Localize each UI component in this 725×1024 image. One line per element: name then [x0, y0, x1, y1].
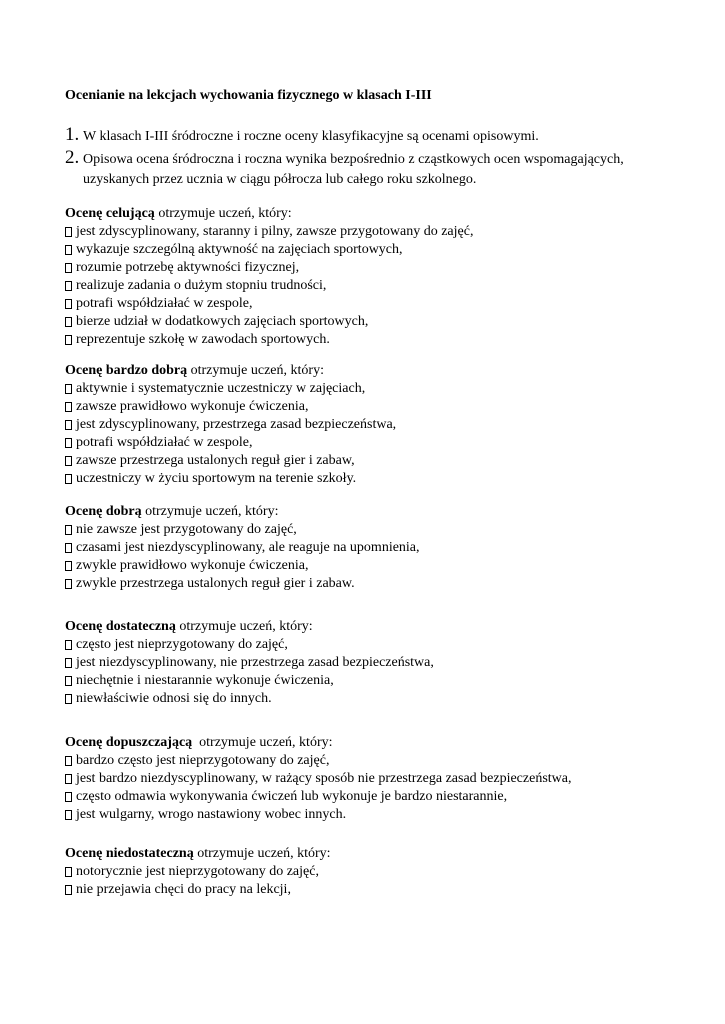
heading-suffix: otrzymuje uczeń, który: — [175, 619, 313, 634]
list-item-text: zwykle prawidłowo wykonuje ćwiczenia, — [76, 558, 309, 573]
bullet-box-icon — [65, 579, 72, 589]
section-heading — [65, 734, 705, 752]
heading-suffix: otrzymuje uczeń, który: — [154, 206, 292, 221]
list-item-text: jest bardzo niezdyscyplinowany, w rażący sposób nie przestrzega zasad bezpieczeństwa, — [76, 771, 572, 786]
heading-prefix: Ocenę — [65, 735, 106, 750]
grade-section-celujaca — [65, 205, 705, 349]
heading-prefix: Ocenę — [65, 206, 106, 221]
intro-point-1 — [65, 124, 685, 146]
bullet-box-icon — [65, 658, 72, 668]
list-item — [65, 788, 705, 806]
list-item-text: wykazuje szczególną aktywność na zajęciach sportowych, — [76, 242, 403, 257]
list-item — [65, 575, 705, 593]
bullet-box-icon — [65, 420, 72, 430]
list-item-text: zwykle przestrzega ustalonych reguł gier i zabaw. — [76, 576, 355, 591]
list-item — [65, 452, 705, 470]
list-item — [65, 277, 705, 295]
heading-suffix: otrzymuje uczeń, który: — [193, 846, 331, 861]
heading-suffix: otrzymuje uczeń, który: — [192, 735, 333, 750]
intro-number: 1. — [65, 124, 80, 145]
grade-name: bardzo dobrą — [105, 363, 188, 378]
grade-name: celującą — [105, 206, 155, 221]
list-item — [65, 654, 705, 672]
bullet-box-icon — [65, 810, 72, 820]
list-item-text: reprezentuje szkołę w zawodach sportowych. — [76, 332, 330, 347]
section-heading — [65, 618, 705, 636]
section-heading — [65, 362, 705, 380]
list-item-text: potrafi współdziałać w zespole, — [76, 435, 253, 450]
grade-section-dopuszczajaca — [65, 734, 705, 824]
list-item — [65, 223, 705, 241]
bullet-box-icon — [65, 317, 72, 327]
bullet-box-icon — [65, 456, 72, 466]
grade-section-dobra — [65, 503, 705, 593]
list-item-text: notorycznie jest nieprzygotowany do zajęć, — [76, 864, 319, 879]
section-heading — [65, 503, 705, 521]
bullet-box-icon — [65, 885, 72, 895]
list-item — [65, 806, 705, 824]
heading-suffix: otrzymuje uczeń, który: — [187, 363, 324, 378]
grade-section-dostateczna — [65, 618, 705, 708]
list-item — [65, 380, 705, 398]
bullet-box-icon — [65, 676, 72, 686]
list-item — [65, 881, 705, 899]
bullet-box-icon — [65, 543, 72, 553]
heading-prefix: Ocenę — [65, 846, 106, 861]
list-item — [65, 241, 705, 259]
intro-text: W klasach I-III śródroczne i roczne oceny klasyfikacyjne są ocenami opisowymi. — [83, 129, 539, 144]
bullet-box-icon — [65, 438, 72, 448]
bullet-box-icon — [65, 281, 72, 291]
intro-text: Opisowa ocena śródroczna i roczna wynika bezpośrednio z cząstkowych ocen wspomagających, — [83, 152, 624, 167]
list-item-text: rozumie potrzebę aktywności fizycznej, — [76, 260, 300, 275]
bullet-box-icon — [65, 384, 72, 394]
bullet-box-icon — [65, 867, 72, 877]
bullet-box-icon — [65, 299, 72, 309]
list-item-text: uczestniczy w życiu sportowym na terenie szkoły. — [76, 471, 357, 486]
bullet-box-icon — [65, 640, 72, 650]
list-item — [65, 416, 705, 434]
grade-section-bardzo-dobra — [65, 362, 705, 488]
list-item-text: zawsze przestrzega ustalonych reguł gier i zabaw, — [76, 453, 355, 468]
list-item-text: często jest nieprzygotowany do zajęć, — [76, 637, 288, 652]
bullet-box-icon — [65, 561, 72, 571]
bullet-box-icon — [65, 525, 72, 535]
list-item — [65, 539, 705, 557]
list-item — [65, 331, 705, 349]
grade-name: dobrą — [105, 504, 142, 519]
list-item-text: nie przejawia chęci do pracy na lekcji, — [76, 882, 291, 897]
grade-name: niedostateczną — [105, 846, 194, 861]
intro-text-continuation: uzyskanych przez ucznia w ciągu półrocza lub całego roku szkolnego. — [83, 172, 477, 187]
list-item-text: niechętnie i niestarannie wykonuje ćwiczenia, — [76, 673, 334, 688]
grade-section-niedostateczna — [65, 845, 705, 899]
bullet-box-icon — [65, 227, 72, 237]
grade-name: dopuszczającą — [105, 735, 193, 750]
list-item-text: zawsze prawidłowo wykonuje ćwiczenia, — [76, 399, 309, 414]
bullet-box-icon — [65, 694, 72, 704]
bullet-box-icon — [65, 756, 72, 766]
section-heading — [65, 845, 705, 863]
list-item — [65, 672, 705, 690]
list-item — [65, 557, 705, 575]
list-item-text: niewłaściwie odnosi się do innych. — [76, 691, 272, 706]
bullet-box-icon — [65, 402, 72, 412]
list-item-text: potrafi współdziałać w zespole, — [76, 296, 253, 311]
list-item-text: jest zdyscyplinowany, staranny i pilny, zawsze przygotowany do zajęć, — [76, 224, 474, 239]
list-item — [65, 752, 705, 770]
list-item-text: często odmawia wykonywania ćwiczeń lub wykonuje je bardzo niestarannie, — [76, 789, 508, 804]
heading-suffix: otrzymuje uczeń, który: — [141, 504, 279, 519]
list-item — [65, 434, 705, 452]
grade-name: dostateczną — [105, 619, 176, 634]
list-item — [65, 690, 705, 708]
list-item — [65, 863, 705, 881]
list-item-text: aktywnie i systematycznie uczestniczy w zajęciach, — [76, 381, 366, 396]
intro-number: 2. — [65, 147, 80, 168]
list-item — [65, 295, 705, 313]
list-item — [65, 636, 705, 654]
list-item-text: jest niezdyscyplinowany, nie przestrzega zasad bezpieczeństwa, — [76, 655, 434, 670]
heading-prefix: Ocenę — [65, 619, 106, 634]
list-item — [65, 770, 705, 788]
list-item-text: bardzo często jest nieprzygotowany do zajęć, — [76, 753, 330, 768]
intro-point-2 — [65, 147, 685, 188]
bullet-box-icon — [65, 245, 72, 255]
bullet-box-icon — [65, 774, 72, 784]
list-item-text: czasami jest niezdyscyplinowany, ale reaguje na upomnienia, — [76, 540, 420, 555]
section-heading — [65, 205, 705, 223]
bullet-box-icon — [65, 474, 72, 484]
list-item — [65, 313, 705, 331]
list-item-text: jest wulgarny, wrogo nastawiony wobec innych. — [76, 807, 347, 822]
bullet-box-icon — [65, 792, 72, 802]
bullet-box-icon — [65, 335, 72, 345]
list-item-text: realizuje zadania o dużym stopniu trudności, — [76, 278, 327, 293]
list-item — [65, 470, 705, 488]
list-item-text: nie zawsze jest przygotowany do zajęć, — [76, 522, 297, 537]
list-item — [65, 521, 705, 539]
list-item — [65, 259, 705, 277]
bullet-box-icon — [65, 263, 72, 273]
list-item-text: bierze udział w dodatkowych zajęciach sportowych, — [76, 314, 369, 329]
heading-prefix: Ocenę — [65, 363, 106, 378]
heading-prefix: Ocenę — [65, 504, 106, 519]
list-item — [65, 398, 705, 416]
list-item-text: jest zdyscyplinowany, przestrzega zasad bezpieczeństwa, — [76, 417, 397, 432]
document-title: Ocenianie na lekcjach wychowania fizycznego w klasach I-III — [65, 88, 432, 103]
